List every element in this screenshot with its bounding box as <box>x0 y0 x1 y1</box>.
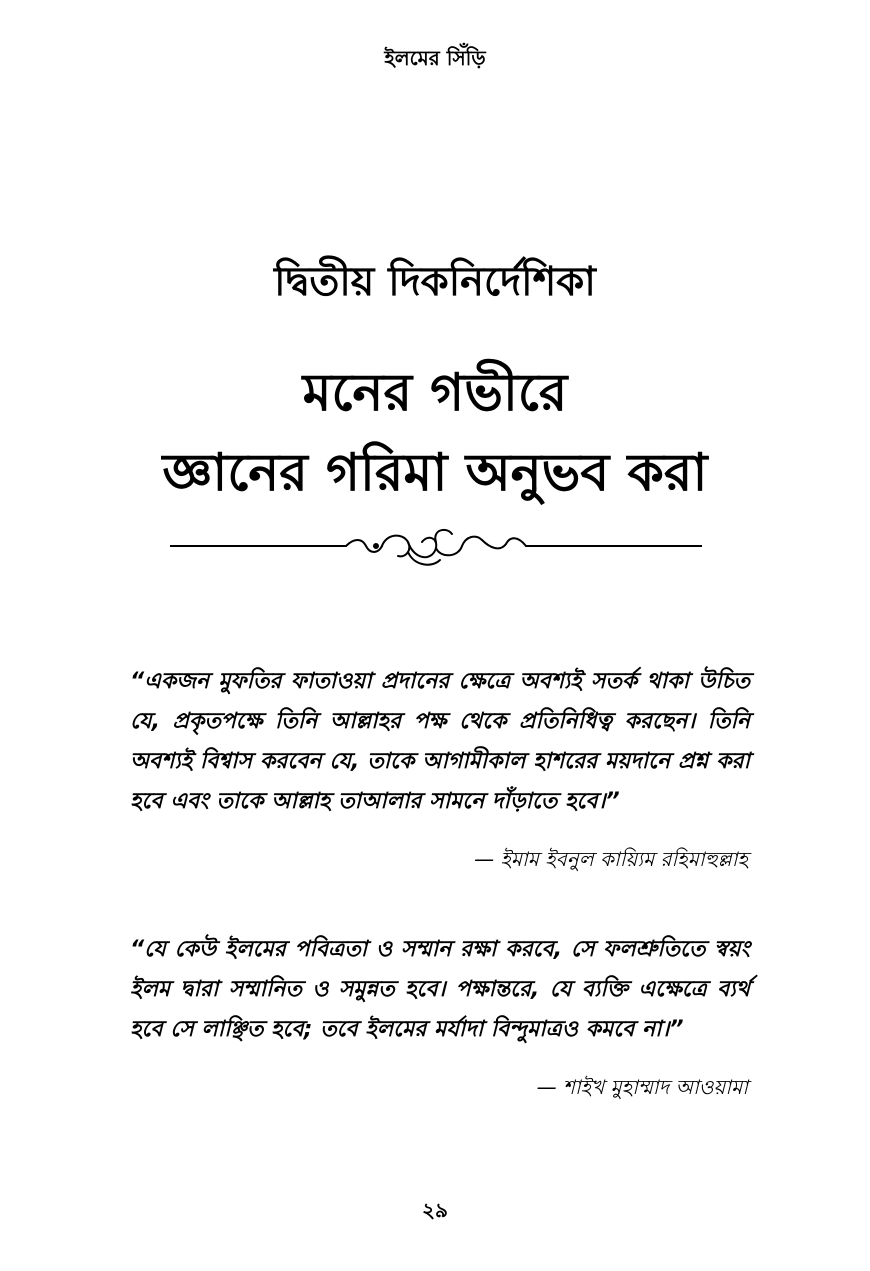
running-header: ইলমের সিঁড়ি <box>384 46 486 70</box>
guide-label: দ্বিতীয় দিকনির্দেশিকা <box>274 259 596 305</box>
chapter-title-line-2: জ্ঞানের গরিমা অনুভব করা <box>162 443 708 503</box>
flourish-divider-icon <box>170 522 702 572</box>
quote-attribution-awwama: — শাইখ মুহাম্মাদ আওয়ামা <box>536 1075 748 1099</box>
page-number: ২৯ <box>422 1198 448 1222</box>
quote-attribution-ibn-qayyim: — ইমাম ইবনুল কায়্যিম রহিমাহুল্লাহ <box>474 847 748 871</box>
quote-ibn-qayyim: “একজন মুফতির ফাতাওয়া প্রদানের ক্ষেত্রে অবশ্যই সতর্ক থাকা উচিত যে, প্রকৃতপক্ষে তিনি আল্লাহর পক্ষ থেকে প্রতিনিধিত্ব করছেন। তিনি অবশ্যই বিশ্বাস করবেন যে, তাকে আগামীকাল হাশরের ময়দানে প্রশ্ন করা হবে এবং তাকে আল্লাহ তাআলার সামনে দাঁড়াতে হবে।” <box>130 669 750 814</box>
quote-awwama: “যে কেউ ইলমের পবিত্রতা ও সম্মান রক্ষা করবে, সে ফলশ্রুতিতে স্বয়ং ইলম দ্বারা সম্মানিত ও সমুন্নত হবে। পক্ষান্তরে, যে ব্যক্তি এক্ষেত্রে ব্যর্থ হবে সে লাঞ্ছিত হবে; তবে ইলমের মর্যাদা বিন্দুমাত্রও কমবে না।” <box>130 937 750 1042</box>
chapter-title-line-1: মনের গভীরে <box>302 363 568 423</box>
